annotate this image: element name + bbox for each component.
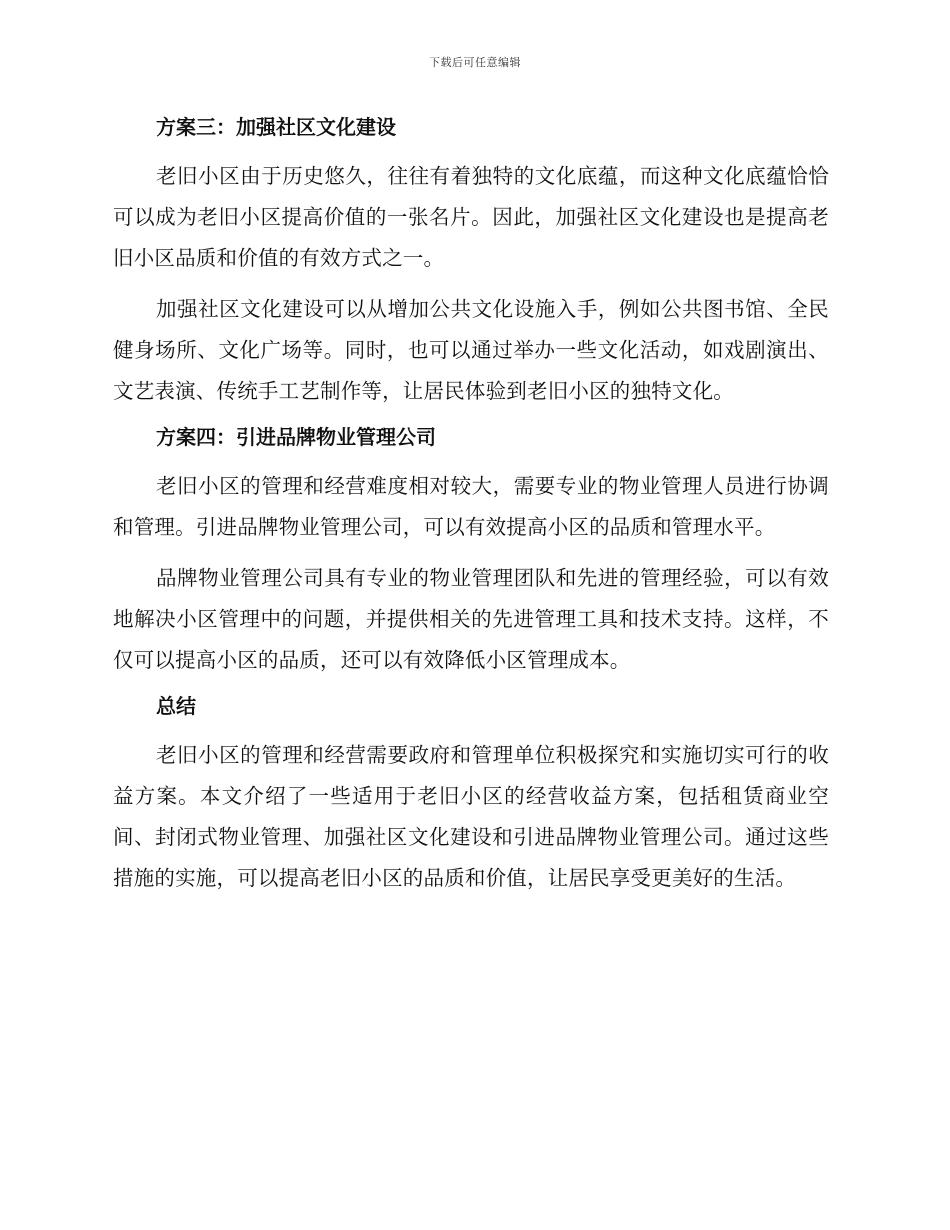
paragraph: 老旧小区由于历史悠久，往往有着独特的文化底蕴，而这种文化底蕴恰恰可以成为老旧小区提高价值的一张名片。因此，加强社区文化建设也是提高老旧小区品质和价值的有效方式之一。	[113, 164, 829, 270]
section-plan-four	[113, 422, 829, 681]
section-heading: 方案四：引进品牌物业管理公司	[156, 425, 436, 449]
paragraph: 老旧小区的管理和经营难度相对较大，需要专业的物业管理人员进行协调和管理。引进品牌物业管理公司，可以有效提高小区的品质和管理水平。	[113, 474, 829, 539]
paragraph: 老旧小区的管理和经营需要政府和管理单位积极探究和实施切实可行的收益方案。本文介绍了一些适用于老旧小区的经营收益方案，包括租赁商业空间、封闭式物业管理、加强社区文化建设和引进品牌物业管理公司。通过这些措施的实施，可以提高老旧小区的品质和价值，让居民享受更美好的生活。	[113, 743, 829, 890]
paragraph: 加强社区文化建设可以从增加公共文化设施入手，例如公共图书馆、全民健身场所、文化广场等。同时，也可以通过举办一些文化活动，如戏剧演出、文艺表演、传统手工艺制作等，让居民体验到老旧小区的独特文化。	[113, 297, 829, 403]
page-header-note: 下载后可任意编辑	[429, 56, 521, 69]
paragraph: 品牌物业管理公司具有专业的物业管理团队和先进的管理经验，可以有效地解决小区管理中的问题，并提供相关的先进管理工具和技术支持。这样，不仅可以提高小区的品质，还可以有效降低小区管理成本。	[113, 566, 829, 672]
section-heading: 方案三：加强社区文化建设	[156, 115, 396, 139]
section-plan-three	[113, 112, 829, 412]
document-body	[113, 108, 829, 909]
section-summary	[113, 691, 829, 899]
section-heading: 总结	[156, 694, 196, 718]
